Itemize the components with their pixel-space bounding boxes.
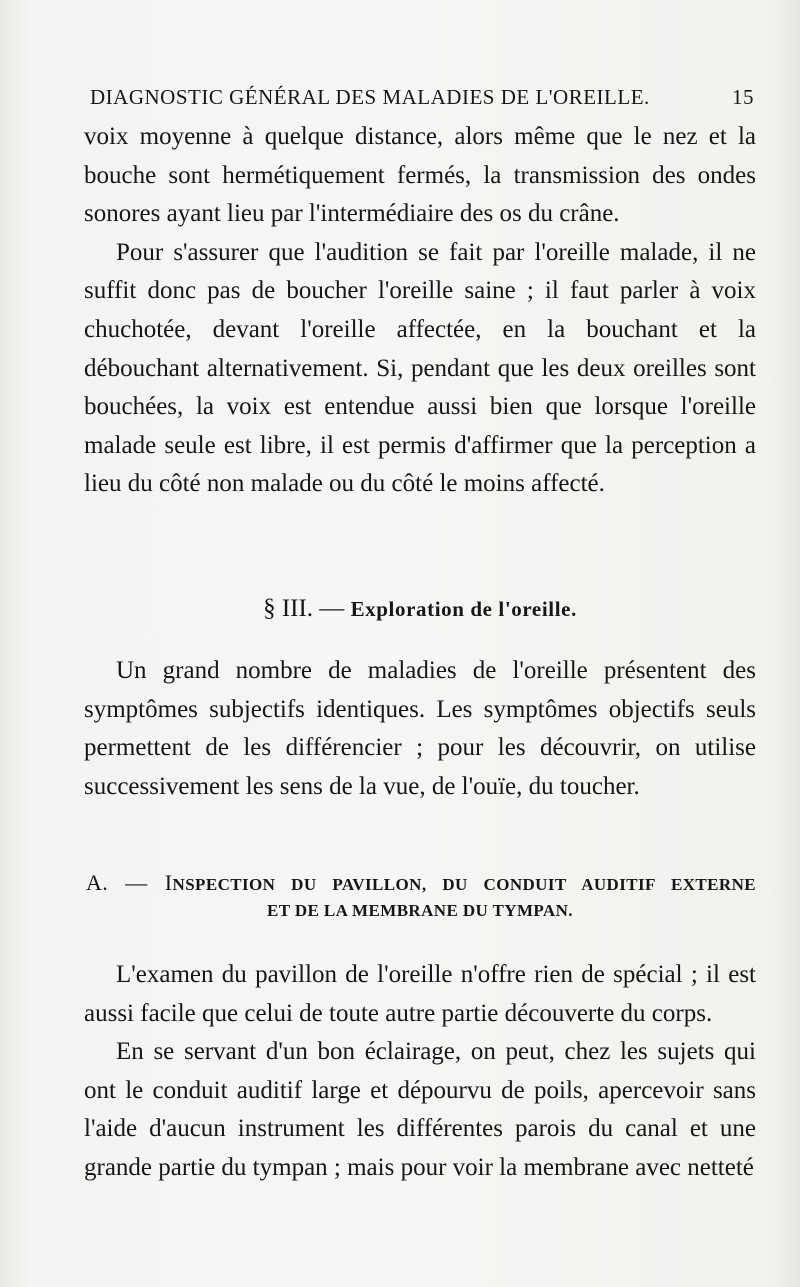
subsection-line-1-text: NSPECTION DU PAVILLON, DU CONDUIT AUDITIF EXTERNE: [172, 875, 756, 894]
paragraph-continued: voix moyenne à quelque distance, alors même que le nez et la bouche sont hermétiquement fermés, la transmission des ondes sonores ayant lieu par l'intermédiaire des os du crâne.: [84, 123, 756, 228]
text-block-middle: [84, 652, 756, 806]
paragraph-pavillon: L'examen du pavillon de l'oreille n'offre rien de spécial ; il est aussi facile que celui de toute autre partie découverte du corps.: [84, 961, 756, 1027]
subsection-heading-line-2: ET DE LA MEMBRANE DU TYMPAN.: [267, 901, 573, 920]
page-number: 15: [732, 85, 754, 109]
subsection-lead: A. — I: [86, 870, 173, 895]
paragraph-audition: Pour s'assurer que l'audition se fait par l'oreille malade, il ne suffit donc pas de boucher l'oreille saine ; il faut parler à voix chuchotée, devant l'oreille affectée, en la bouchant et la débouchant alternativement. Si, pendant que les deux oreilles sont bouchées, la voix est entendue aussi bien que lorsque l'oreille malade seule est libre, il est permis d'affirmer que la perception a lieu du côté non malade ou du côté le moins affecté.: [84, 238, 756, 498]
text-block-bottom: [84, 956, 756, 1188]
text-block-top: [84, 118, 756, 504]
running-head: [84, 82, 756, 112]
section-number: § III. —: [263, 595, 345, 622]
running-title: DIAGNOSTIC GÉNÉRAL DES MALADIES DE L'OREILLE.: [90, 85, 650, 109]
paragraph-eclairage: En se servant d'un bon éclairage, on peut, chez les sujets qui ont le conduit auditif large et dépourvu de poils, apercevoir sans l'aide d'aucun instrument les différentes parois du canal et une grande partie du tympan ; mais pour voir la membrane avec netteté: [84, 1038, 756, 1181]
subsection-heading-line-1: [84, 870, 756, 898]
section-heading: [84, 590, 756, 628]
subsection-heading: [84, 870, 756, 924]
section-title: Exploration de l'oreille.: [350, 597, 577, 621]
paragraph-symptoms: Un grand nombre de maladies de l'oreille présentent des symptômes subjectifs identiques. Les symptômes objectifs seuls permettent de les différencier ; pour les découvrir, on utilise successivement les sens de la vue, de l'ouïe, du toucher.: [84, 657, 756, 800]
